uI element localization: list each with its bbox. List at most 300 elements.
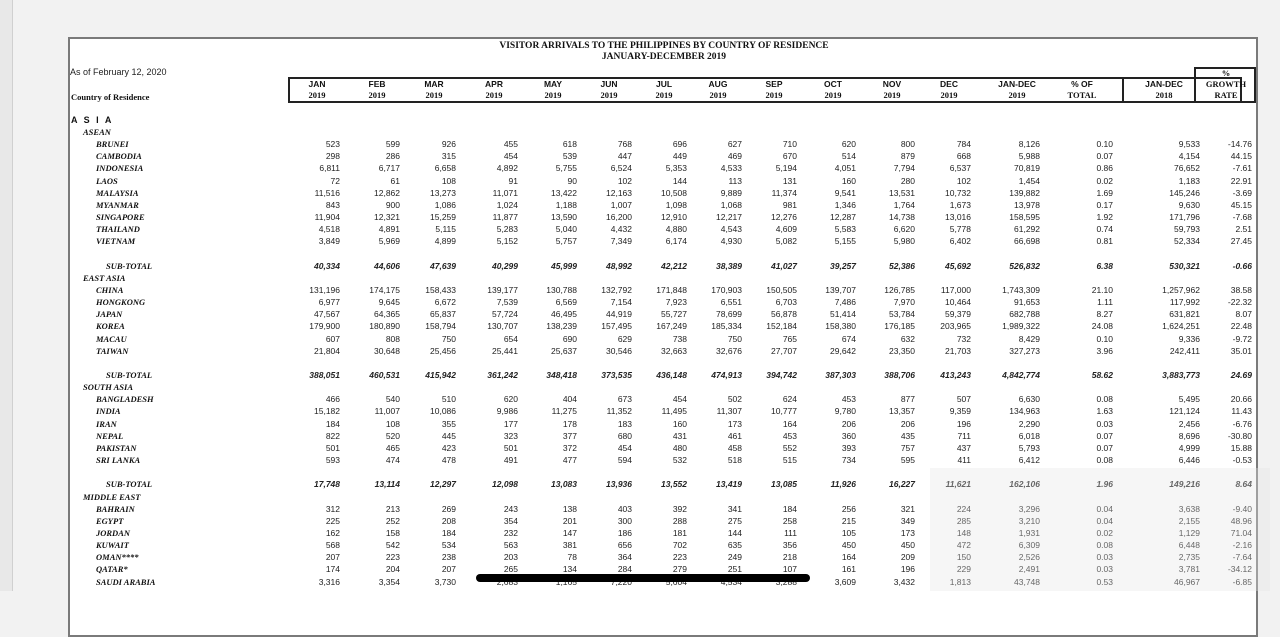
- cell-value: 10,732: [945, 187, 971, 198]
- cell-value: 510: [441, 394, 456, 405]
- cell-value: 3,296: [1018, 503, 1040, 514]
- cell-value: 15.88: [1230, 442, 1252, 453]
- cell-value: 2,456: [1178, 418, 1200, 429]
- cell-value: 162,106: [1009, 479, 1040, 490]
- cell-value: 1,813: [949, 576, 971, 587]
- cell-value: 542: [385, 540, 400, 551]
- cell-value: 474: [385, 455, 400, 466]
- cell-value: 252: [385, 515, 400, 526]
- cell-value: 138,239: [546, 321, 577, 332]
- country-name: HONGKONG: [96, 297, 146, 308]
- cell-value: 30,648: [374, 345, 400, 356]
- cell-value: 454: [503, 151, 518, 162]
- cell-value: 160: [672, 418, 687, 429]
- cell-value: 46,495: [551, 309, 577, 320]
- cell-value: 373,535: [601, 370, 632, 380]
- cell-value: 173: [900, 527, 915, 538]
- cell-value: 6,630: [1018, 394, 1040, 405]
- cell-value: 394,742: [766, 370, 797, 380]
- cell-value: 144: [727, 527, 742, 538]
- cell-value: 132,792: [601, 284, 632, 295]
- cell-value: 11,926: [830, 479, 856, 490]
- cell-value: 13,936: [606, 479, 632, 490]
- cell-value: 8.07: [1235, 309, 1252, 320]
- country-name: KOREA: [96, 321, 125, 332]
- cell-value: 0.03: [1096, 552, 1113, 563]
- cell-value: 11.43: [1231, 406, 1252, 417]
- country-name: THAILAND: [96, 224, 140, 235]
- country-name: TAIWAN: [96, 345, 129, 356]
- country-name: JORDAN: [96, 527, 131, 538]
- cell-value: 46,967: [1174, 576, 1200, 587]
- cell-value: 12,276: [771, 212, 797, 223]
- cell-value: 514: [841, 151, 856, 162]
- cell-value: 0.10: [1096, 333, 1113, 344]
- cell-value: 130,788: [546, 284, 577, 295]
- cell-value: 624: [782, 394, 797, 405]
- cell-value: 1.63: [1096, 406, 1113, 417]
- cell-value: 1,007: [610, 199, 632, 210]
- cell-value: 13,083: [551, 479, 577, 490]
- cell-value: 3,781: [1178, 564, 1200, 575]
- cell-value: -34.12: [1227, 564, 1252, 575]
- cell-value: 174,175: [369, 284, 400, 295]
- cell-value: 0.02: [1096, 175, 1113, 186]
- cell-value: 738: [672, 333, 687, 344]
- cell-value: 784: [956, 139, 971, 150]
- cell-value: 164: [782, 418, 797, 429]
- cell-value: 3,883,773: [1162, 370, 1200, 380]
- table-row: [70, 516, 1260, 528]
- cell-value: 474,913: [711, 370, 742, 380]
- report-title: VISITOR ARRIVALS TO THE PHILIPPINES BY COUNTRY OF RESIDENCE: [499, 41, 829, 51]
- cell-value: 627: [727, 139, 742, 150]
- cell-value: 523: [325, 139, 340, 150]
- cell-value: 23,350: [889, 345, 915, 356]
- cell-value: 8.64: [1235, 479, 1252, 490]
- cell-value: 298: [325, 151, 340, 162]
- cell-value: 348,418: [546, 370, 577, 380]
- country-name: INDONESIA: [96, 163, 144, 174]
- column-header-top: %: [1221, 68, 1231, 78]
- cell-value: 158: [385, 527, 400, 538]
- country-name: MYANMAR: [96, 199, 139, 210]
- cell-value: 1,673: [949, 199, 971, 210]
- cell-value: 327,273: [1009, 345, 1040, 356]
- cell-value: 17,748: [314, 479, 340, 490]
- cell-value: 27.45: [1230, 236, 1252, 247]
- cell-value: 149,216: [1169, 479, 1200, 490]
- cell-value: 11,516: [314, 187, 340, 198]
- cell-value: 656: [617, 540, 632, 551]
- cell-value: 900: [385, 199, 400, 210]
- cell-value: 0.81: [1096, 236, 1113, 247]
- cell-value: 45.15: [1230, 199, 1252, 210]
- cell-value: 21,804: [314, 345, 340, 356]
- cell-value: 1,764: [893, 199, 915, 210]
- cell-value: 11,007: [374, 406, 400, 417]
- cell-value: 11,877: [492, 212, 518, 223]
- cell-value: 455: [503, 139, 518, 150]
- table-row: [70, 540, 1260, 552]
- cell-value: 12,862: [374, 187, 400, 198]
- column-header-top: AUG: [708, 79, 728, 89]
- cell-value: 25,441: [492, 345, 518, 356]
- cell-value: 532: [672, 455, 687, 466]
- cell-value: 4,842,774: [1002, 370, 1040, 380]
- cell-value: 6.38: [1096, 260, 1113, 271]
- cell-value: 620: [841, 139, 856, 150]
- cell-value: 161: [841, 564, 856, 575]
- cell-value: 47,567: [314, 309, 340, 320]
- cell-value: 58.62: [1091, 370, 1113, 380]
- cell-value: 6,977: [318, 297, 340, 308]
- cell-value: 480: [672, 442, 687, 453]
- cell-value: 635: [727, 540, 742, 551]
- column-header-bottom: 2019: [765, 90, 783, 100]
- cell-value: 11,495: [661, 406, 687, 417]
- cell-value: 102: [956, 175, 971, 186]
- country-name: KUWAIT: [96, 540, 129, 551]
- table-row: [70, 504, 1260, 516]
- cell-value: 5,778: [949, 224, 971, 235]
- cell-value: 392: [672, 503, 687, 514]
- column-header: [1186, 68, 1266, 101]
- column-header-bottom: 2019: [425, 90, 443, 100]
- cell-value: 48,992: [606, 260, 632, 271]
- cell-value: 48.96: [1230, 515, 1252, 526]
- cell-value: 201: [562, 515, 577, 526]
- cell-value: 180,890: [369, 321, 400, 332]
- cell-value: 981: [782, 199, 797, 210]
- cell-value: 5,757: [555, 236, 577, 247]
- cell-value: 7,794: [893, 163, 915, 174]
- cell-value: 11,071: [492, 187, 518, 198]
- cell-value: 4,051: [834, 163, 856, 174]
- cell-value: 629: [617, 333, 632, 344]
- cell-value: 139,707: [825, 284, 856, 295]
- cell-value: 158,380: [825, 321, 856, 332]
- cell-value: 181: [672, 527, 687, 538]
- cell-value: 243: [503, 503, 518, 514]
- cell-value: 768: [617, 139, 632, 150]
- cell-value: 249: [727, 552, 742, 563]
- country-name: EGYPT: [96, 515, 124, 526]
- cell-value: 59,793: [1174, 224, 1200, 235]
- cell-value: 251: [727, 564, 742, 575]
- cell-value: 47,639: [430, 260, 456, 271]
- cell-value: 91,653: [1014, 297, 1040, 308]
- cell-value: 38.58: [1230, 284, 1252, 295]
- subtotal-label: SUB-TOTAL: [106, 370, 153, 380]
- cell-value: 59,379: [945, 309, 971, 320]
- cell-value: 620: [503, 394, 518, 405]
- cell-value: 926: [441, 139, 456, 150]
- cell-value: 5,793: [1018, 442, 1040, 453]
- cell-value: 238: [441, 552, 456, 563]
- cell-value: 445: [441, 430, 456, 441]
- cell-value: 177: [503, 418, 518, 429]
- table-row: [70, 163, 1260, 175]
- table-row: [70, 188, 1260, 200]
- cell-value: 184: [441, 527, 456, 538]
- cell-value: 540: [385, 394, 400, 405]
- table-row: [70, 176, 1260, 188]
- cell-value: -0.53: [1232, 455, 1252, 466]
- cell-value: 52,334: [1174, 236, 1200, 247]
- cell-value: 42,212: [661, 260, 687, 271]
- column-header-bottom: 2019: [655, 90, 673, 100]
- cell-value: 5,495: [1178, 394, 1200, 405]
- cell-value: 594: [617, 455, 632, 466]
- cell-value: 5,082: [775, 236, 797, 247]
- cell-value: 6,620: [893, 224, 915, 235]
- cell-value: 711: [957, 430, 971, 441]
- cell-value: 55,727: [661, 309, 687, 320]
- cell-value: 800: [900, 139, 915, 150]
- column-header-top: % OF: [1071, 79, 1093, 89]
- cell-value: 64,365: [374, 309, 400, 320]
- cell-value: 491: [503, 455, 518, 466]
- table-row: [70, 443, 1260, 455]
- cell-value: 4,999: [1178, 442, 1200, 453]
- cell-value: 563: [503, 540, 518, 551]
- cell-value: 5,353: [665, 163, 687, 174]
- cell-value: 13,531: [889, 187, 915, 198]
- cell-value: 275: [727, 515, 742, 526]
- cell-value: 6,717: [378, 163, 400, 174]
- cell-value: 131: [782, 175, 797, 186]
- row-header-label: Country of Residence: [71, 92, 150, 102]
- cell-value: 225: [325, 515, 340, 526]
- cell-value: 6,309: [1018, 540, 1040, 551]
- cell-value: 13,085: [771, 479, 797, 490]
- cell-value: 4,880: [665, 224, 687, 235]
- cell-value: 9,533: [1178, 139, 1200, 150]
- cell-value: 530,321: [1169, 260, 1200, 271]
- cell-value: 312: [325, 503, 340, 514]
- cell-value: 3.96: [1096, 345, 1113, 356]
- cell-value: 822: [325, 430, 340, 441]
- cell-value: 411: [957, 455, 971, 466]
- cell-value: 465: [385, 442, 400, 453]
- cell-value: 139,177: [487, 284, 518, 295]
- cell-value: 355: [441, 418, 456, 429]
- cell-value: 388,706: [884, 370, 915, 380]
- country-name: SRI LANKA: [96, 455, 141, 466]
- cell-value: 460,531: [369, 370, 400, 380]
- cell-value: 682,788: [1009, 309, 1040, 320]
- cell-value: 2.51: [1235, 224, 1252, 235]
- as-of-date: As of February 12, 2020: [70, 67, 167, 77]
- cell-value: 354: [503, 515, 518, 526]
- cell-value: 466: [325, 394, 340, 405]
- cell-value: -6.85: [1232, 576, 1252, 587]
- cell-value: 280: [900, 175, 915, 186]
- country-name: BAHRAIN: [96, 503, 135, 514]
- cell-value: 1,098: [665, 199, 687, 210]
- redaction-mark: [476, 574, 810, 582]
- cell-value: 256: [841, 503, 856, 514]
- cell-value: 654: [503, 333, 518, 344]
- cell-value: 0.08: [1096, 540, 1113, 551]
- cell-value: 9,336: [1178, 333, 1200, 344]
- cell-value: 387,303: [825, 370, 856, 380]
- cell-value: 0.74: [1096, 224, 1113, 235]
- cell-value: 453: [841, 394, 856, 405]
- cell-value: 732: [956, 333, 971, 344]
- cell-value: 1,989,322: [1002, 321, 1040, 332]
- cell-value: 750: [727, 333, 742, 344]
- column-header-top: JUL: [655, 79, 673, 89]
- cell-value: 242,411: [1169, 345, 1200, 356]
- cell-value: 458: [727, 442, 742, 453]
- cell-value: 39,257: [830, 260, 856, 271]
- cell-value: 0.03: [1096, 564, 1113, 575]
- cell-value: 184: [782, 503, 797, 514]
- cell-value: 435: [900, 430, 915, 441]
- cell-value: 91: [508, 175, 518, 186]
- cell-value: 415,942: [425, 370, 456, 380]
- cell-value: 35.01: [1230, 345, 1252, 356]
- cell-value: 315: [441, 151, 456, 162]
- country-name: MALAYSIA: [96, 187, 139, 198]
- cell-value: 7,154: [610, 297, 632, 308]
- cell-value: -0.66: [1232, 260, 1252, 271]
- cell-value: 6,551: [720, 297, 742, 308]
- cell-value: 877: [900, 394, 915, 405]
- cell-value: 477: [562, 455, 577, 466]
- cell-value: 186: [617, 527, 632, 538]
- cell-value: 356: [782, 540, 797, 551]
- cell-value: 24.08: [1091, 321, 1113, 332]
- country-name: QATAR*: [96, 564, 128, 575]
- cell-value: 14,738: [889, 212, 915, 223]
- column-header-bottom: 2019: [709, 90, 727, 100]
- column-header-top: OCT: [824, 79, 842, 89]
- subtotal-row: [70, 370, 1260, 382]
- cell-value: 6,446: [1178, 455, 1200, 466]
- cell-value: -9.40: [1232, 503, 1252, 514]
- cell-value: 167,249: [656, 321, 687, 332]
- cell-value: 6,703: [775, 297, 797, 308]
- cell-value: 7,970: [893, 297, 915, 308]
- cell-value: 0.08: [1096, 455, 1113, 466]
- cell-value: 11,374: [771, 187, 797, 198]
- cell-value: 0.08: [1096, 394, 1113, 405]
- cell-value: 145,246: [1169, 187, 1200, 198]
- cell-value: 71.04: [1230, 527, 1252, 538]
- cell-value: 27,707: [771, 345, 797, 356]
- cell-value: 45,692: [945, 260, 971, 271]
- cell-value: 5,152: [496, 236, 518, 247]
- cell-value: 9,780: [834, 406, 856, 417]
- cell-value: 341: [727, 503, 742, 514]
- cell-value: 6,402: [949, 236, 971, 247]
- viewer-left-edge: [0, 0, 13, 591]
- cell-value: 450: [841, 540, 856, 551]
- cell-value: 108: [441, 175, 456, 186]
- cell-value: 45,999: [551, 260, 577, 271]
- column-header-top: DEC: [940, 79, 958, 89]
- cell-value: 9,986: [496, 406, 518, 417]
- cell-value: 5,194: [775, 163, 797, 174]
- cell-value: 6,672: [434, 297, 456, 308]
- cell-value: -3.69: [1232, 187, 1252, 198]
- cell-value: 757: [900, 442, 915, 453]
- cell-value: -6.76: [1232, 418, 1252, 429]
- cell-value: 22.91: [1230, 175, 1252, 186]
- cell-value: 10,464: [945, 297, 971, 308]
- cell-value: 70,819: [1014, 163, 1040, 174]
- cell-value: 57,724: [492, 309, 518, 320]
- cell-value: 5,040: [555, 224, 577, 235]
- cell-value: 6,811: [319, 163, 340, 174]
- cell-value: 196: [956, 418, 971, 429]
- cell-value: 162: [325, 527, 340, 538]
- cell-value: 157,495: [601, 321, 632, 332]
- cell-value: 518: [727, 455, 742, 466]
- cell-value: 12,163: [606, 187, 632, 198]
- cell-value: 20.66: [1230, 394, 1252, 405]
- table-row: [70, 297, 1260, 309]
- cell-value: 207: [325, 552, 340, 563]
- table-row: [70, 528, 1260, 540]
- table-row: [70, 224, 1260, 236]
- cell-value: 13,114: [374, 479, 400, 490]
- table-row: [70, 334, 1260, 346]
- cell-value: 131,196: [309, 284, 340, 295]
- cell-value: 4,899: [434, 236, 456, 247]
- cell-value: 436,148: [656, 370, 687, 380]
- cell-value: 285: [956, 515, 971, 526]
- country-name: LAOS: [96, 175, 118, 186]
- cell-value: 595: [900, 455, 915, 466]
- cell-value: 437: [956, 442, 971, 453]
- cell-value: 15,182: [314, 406, 340, 417]
- cell-value: 170,903: [711, 284, 742, 295]
- column-header-bottom: 2019: [600, 90, 618, 100]
- cell-value: 173: [727, 418, 742, 429]
- cell-value: 150: [956, 552, 971, 563]
- cell-value: -7.68: [1232, 212, 1252, 223]
- cell-value: 179,900: [309, 321, 340, 332]
- cell-value: 32,676: [716, 345, 742, 356]
- cell-value: 404: [562, 394, 577, 405]
- cell-value: 568: [325, 540, 340, 551]
- cell-value: 0.04: [1096, 503, 1113, 514]
- table-row: [70, 394, 1260, 406]
- cell-value: 3,316: [318, 576, 340, 587]
- cell-value: 12,287: [830, 212, 856, 223]
- cell-value: 6,018: [1018, 430, 1040, 441]
- cell-value: 44,606: [374, 260, 400, 271]
- cell-value: 13,273: [430, 187, 456, 198]
- cell-value: 9,630: [1178, 199, 1200, 210]
- cell-value: 111: [784, 527, 797, 538]
- report-period: JANUARY-DECEMBER 2019: [601, 52, 727, 62]
- column-header-bottom: RATE: [1214, 90, 1238, 100]
- cell-value: 478: [441, 455, 456, 466]
- cell-value: 1,024: [496, 199, 518, 210]
- cell-value: 4,518: [318, 224, 340, 235]
- table-row: [70, 431, 1260, 443]
- cell-value: 286: [385, 151, 400, 162]
- column-header-top: APR: [485, 79, 503, 89]
- cell-value: 56,878: [771, 309, 797, 320]
- cell-value: 6,524: [610, 163, 632, 174]
- cell-value: 176,185: [884, 321, 915, 332]
